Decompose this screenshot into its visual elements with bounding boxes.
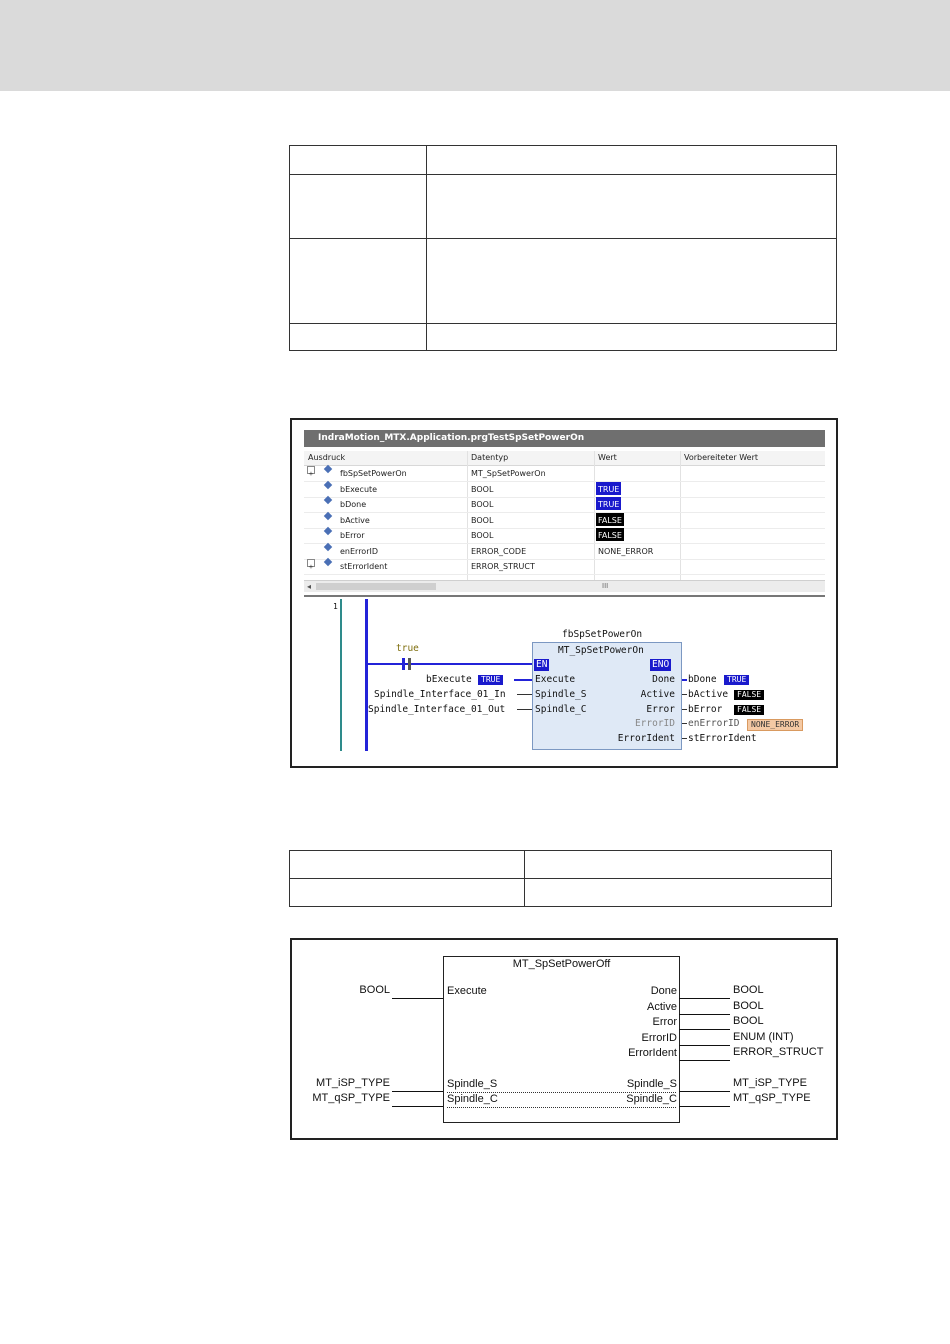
row-expression: fbSpSetPowerOn xyxy=(340,469,407,478)
table-cell xyxy=(290,324,427,351)
pin-line xyxy=(679,1045,730,1046)
table-cell xyxy=(525,879,832,907)
var-bdone: bDone xyxy=(688,674,717,685)
pin-line xyxy=(679,1060,730,1061)
var-enerrorid: enErrorID xyxy=(688,718,740,729)
row-value: FALSE xyxy=(596,528,624,541)
table-cell xyxy=(290,175,427,239)
var-spindle-in: Spindle_Interface_01_In xyxy=(374,689,506,700)
table-cell xyxy=(427,175,837,239)
watch-row[interactable] xyxy=(304,528,825,544)
pin-execute: Execute xyxy=(535,674,576,685)
variable-icon xyxy=(324,558,332,566)
scroll-grip-icon: III xyxy=(602,582,609,590)
row-expression: bError xyxy=(340,531,365,540)
value-chip: TRUE xyxy=(724,675,749,685)
value-chip: FALSE xyxy=(734,705,764,715)
value-chip: NONE_ERROR xyxy=(747,719,803,731)
pin-label: Spindle_S xyxy=(626,1078,677,1090)
output-type: BOOL xyxy=(733,1000,764,1012)
variable-icon xyxy=(324,512,332,520)
scroll-left-icon[interactable]: ◂ xyxy=(307,582,312,591)
variable-icon xyxy=(324,496,332,504)
row-expression: enErrorID xyxy=(340,547,379,556)
watch-row[interactable] xyxy=(304,559,825,575)
pin-active: Active xyxy=(640,689,675,700)
row-value: TRUE xyxy=(596,482,621,495)
pin-line xyxy=(679,1014,730,1015)
function-block[interactable] xyxy=(532,642,682,750)
pin-spindle-s: Spindle_S xyxy=(535,689,587,700)
contact-fill xyxy=(405,663,408,665)
output-type: ENUM (INT) xyxy=(733,1031,794,1043)
instance-name: fbSpSetPowerOn xyxy=(562,629,643,640)
column-header[interactable]: Wert xyxy=(598,453,617,462)
pin-line xyxy=(679,998,730,999)
expand-icon[interactable]: + xyxy=(307,466,315,474)
contact-label: true xyxy=(396,643,419,654)
table-top xyxy=(289,145,837,351)
var-bexecute: bExecute xyxy=(426,674,472,685)
table-cell xyxy=(290,239,427,324)
row-type: BOOL xyxy=(471,485,494,494)
row-expression: stErrorIdent xyxy=(340,562,388,571)
row-expression: bDone xyxy=(340,500,367,509)
variable-icon xyxy=(324,543,332,551)
eno-pin: ENO xyxy=(652,659,670,670)
block-type: MT_SpSetPowerOn xyxy=(558,645,644,656)
value-chip: FALSE xyxy=(734,690,764,700)
table-cell xyxy=(290,879,525,907)
watch-row[interactable] xyxy=(304,497,825,513)
column-header[interactable]: Datentyp xyxy=(471,453,509,462)
input-type: MT_iSP_TYPE xyxy=(316,1077,390,1089)
table-cell xyxy=(290,146,427,175)
watch-row[interactable] xyxy=(304,513,825,529)
pin-errorid: ErrorID xyxy=(634,718,675,729)
variable-icon xyxy=(324,465,332,473)
expand-icon[interactable]: + xyxy=(307,559,315,567)
var-bactive: bActive xyxy=(688,689,729,700)
rung-wire xyxy=(411,663,532,665)
output-type: MT_qSP_TYPE xyxy=(733,1092,811,1104)
table-cell xyxy=(427,239,837,324)
en-pin: EN xyxy=(536,659,548,670)
variable-icon xyxy=(324,481,332,489)
pin-label: Active xyxy=(647,1001,677,1013)
pin-line xyxy=(392,1106,443,1107)
block-diagram-figure xyxy=(290,938,838,1140)
pin-label: Error xyxy=(652,1016,677,1028)
value-chip: TRUE xyxy=(478,675,503,685)
wire xyxy=(682,694,687,695)
pin-line xyxy=(679,1029,730,1030)
function-block-box xyxy=(443,956,680,1123)
wire xyxy=(682,679,687,681)
power-rail xyxy=(365,599,368,751)
table-cell xyxy=(525,851,832,879)
row-type: ERROR_STRUCT xyxy=(471,562,535,571)
input-type: BOOL xyxy=(359,984,390,996)
pin-line xyxy=(679,1091,730,1092)
wire xyxy=(682,709,687,710)
editor-gutter-line xyxy=(340,599,342,751)
row-type: BOOL xyxy=(471,531,494,540)
watch-row[interactable] xyxy=(304,466,825,482)
watch-window-title: IndraMotion_MTX.Application.prgTestSpSetPowerOn xyxy=(304,430,825,447)
row-type: ERROR_CODE xyxy=(471,547,527,556)
row-expression: bActive xyxy=(340,516,370,525)
table-cell xyxy=(427,324,837,351)
pin-spindle-c: Spindle_C xyxy=(535,704,587,715)
page-header-band xyxy=(0,0,950,91)
table-cell xyxy=(290,851,525,879)
watch-table-header xyxy=(304,451,825,466)
var-spindle-out: Spindle_Interface_01_Out xyxy=(368,704,506,715)
variable-icon xyxy=(324,527,332,535)
column-header[interactable]: Vorbereiteter Wert xyxy=(684,453,759,462)
row-type: BOOL xyxy=(471,500,494,509)
pane-separator xyxy=(304,595,825,597)
output-type: BOOL xyxy=(733,984,764,996)
pin-label: ErrorID xyxy=(641,1032,677,1044)
var-berror: bError xyxy=(688,704,723,715)
block-title: MT_SpSetPowerOff xyxy=(512,958,611,970)
pin-label: Spindle_C xyxy=(626,1093,677,1105)
row-type: MT_SpSetPowerOn xyxy=(471,469,546,478)
pin-label: Spindle_C xyxy=(447,1093,498,1105)
inout-connector xyxy=(447,1107,676,1108)
var-sterrorident: stErrorIdent xyxy=(688,733,757,744)
row-expression: bExecute xyxy=(340,485,378,494)
pin-line xyxy=(679,1106,730,1107)
input-type: MT_qSP_TYPE xyxy=(312,1092,390,1104)
pin-error: Error xyxy=(646,704,675,715)
wire xyxy=(514,679,532,681)
table-bottom xyxy=(289,850,832,907)
wire xyxy=(517,694,532,695)
watch-row[interactable] xyxy=(304,482,825,498)
row-value: FALSE xyxy=(596,513,624,526)
pin-erroridentity: ErrorIdent xyxy=(617,733,675,744)
row-type: BOOL xyxy=(471,516,494,525)
pin-label: Execute xyxy=(447,985,487,997)
table-cell xyxy=(427,146,837,175)
pin-done: Done xyxy=(652,674,675,685)
rung-wire xyxy=(368,663,402,665)
watch-row[interactable] xyxy=(304,544,825,560)
pin-line xyxy=(392,998,443,999)
line-number: 1 xyxy=(333,602,338,611)
output-type: MT_iSP_TYPE xyxy=(733,1077,807,1089)
scrollbar-thumb[interactable] xyxy=(316,583,436,590)
horizontal-scrollbar[interactable] xyxy=(304,580,825,592)
row-value: TRUE xyxy=(596,497,621,510)
pin-label: Done xyxy=(650,985,677,997)
pin-line xyxy=(392,1091,443,1092)
row-value: NONE_ERROR xyxy=(598,547,654,556)
output-type: BOOL xyxy=(733,1015,764,1027)
inout-connector xyxy=(447,1092,676,1093)
wire xyxy=(517,709,532,710)
column-header[interactable]: Ausdruck xyxy=(308,453,346,462)
output-type: ERROR_STRUCT xyxy=(733,1046,824,1058)
wire xyxy=(682,738,687,739)
watch-window-figure xyxy=(290,418,838,768)
wire xyxy=(682,723,687,724)
pin-label: ErrorIdent xyxy=(628,1047,677,1059)
pin-label: Spindle_S xyxy=(447,1078,498,1090)
